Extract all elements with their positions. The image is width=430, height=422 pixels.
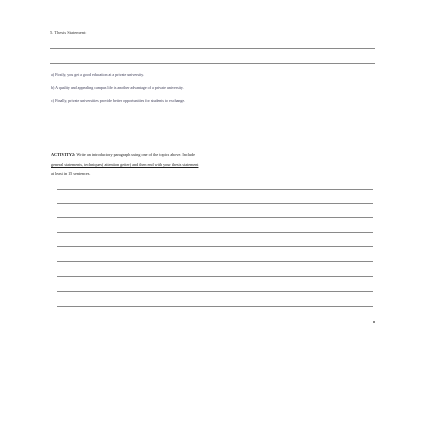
- writing-line: [57, 189, 373, 190]
- line-end-mark: [373, 321, 375, 323]
- thesis-option-c: c) Finally, private universities provide better opportunities for students to exchange.: [51, 98, 186, 103]
- writing-line: [57, 291, 373, 292]
- answer-line: [50, 63, 375, 64]
- activity-label: ACTIVITY2:: [51, 152, 76, 157]
- writing-line: [57, 203, 373, 204]
- writing-line: [57, 232, 373, 233]
- thesis-statement-heading: 5. Thesis Statement:: [50, 30, 87, 35]
- activity-line-2: general statements, techniques( attention getter) and then end with your thesis statement: [51, 161, 199, 167]
- thesis-option-a: a) Firstly, you get a good education at a private university.: [51, 72, 145, 77]
- writing-line: [57, 306, 373, 307]
- answer-line: [50, 48, 375, 49]
- activity-line-3: at least in 15 sentences.: [51, 171, 91, 176]
- thesis-option-b: b) A quality and appealing campus life is another advantage of a private university.: [51, 85, 184, 90]
- writing-line: [57, 261, 373, 262]
- writing-line: [57, 217, 373, 218]
- writing-line: [57, 276, 373, 277]
- activity-text-1: Write an introductory paragraph using one of the topics above. Include: [76, 152, 195, 157]
- writing-line: [57, 246, 373, 247]
- activity-line-1: [51, 150, 381, 160]
- activity-instructions: [51, 150, 381, 179]
